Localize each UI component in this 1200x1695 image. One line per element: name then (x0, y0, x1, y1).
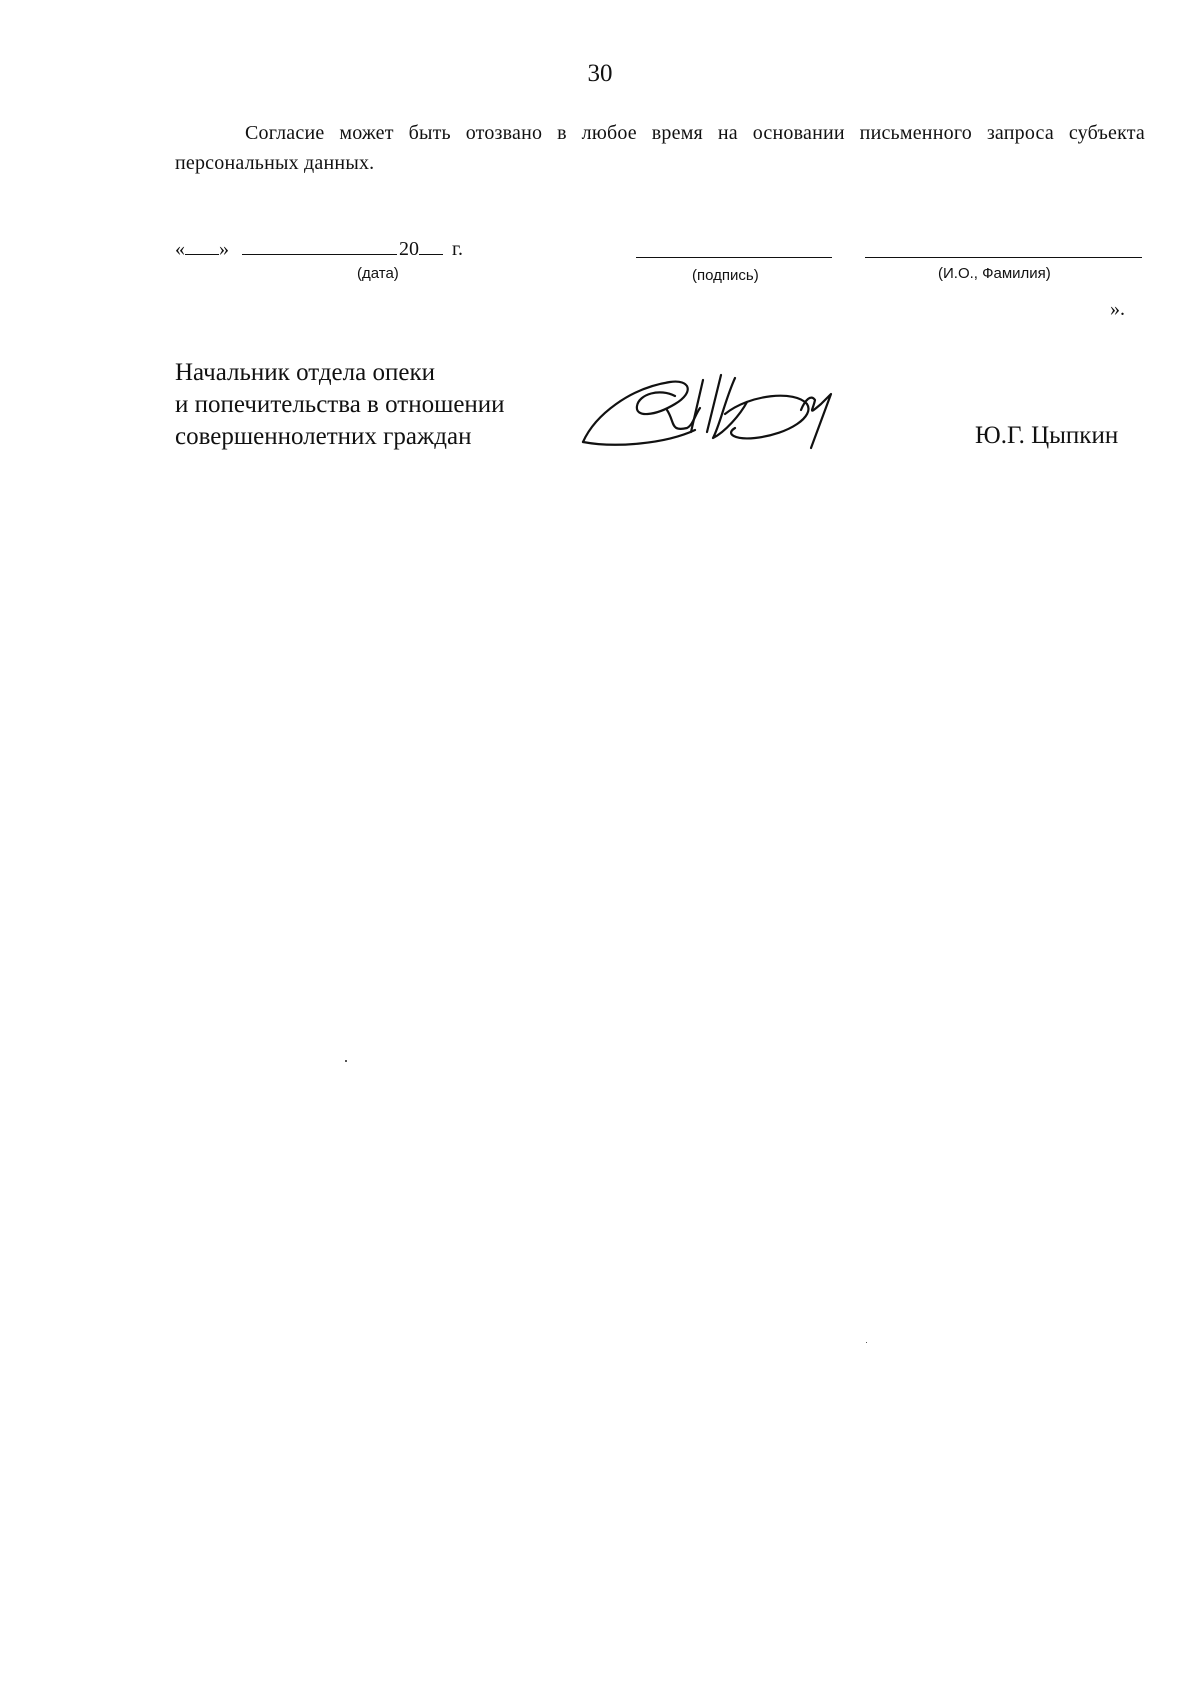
official-title-line-2: и попечительства в отношении (175, 391, 505, 418)
closing-quote: ». (1110, 298, 1125, 320)
date-caption: (дата) (357, 265, 399, 282)
official-name: Ю.Г. Цыпкин (975, 422, 1119, 449)
year-suffix: г. (452, 238, 463, 260)
official-title-line-3: совершеннолетних граждан (175, 423, 472, 450)
year-prefix: 20 (399, 238, 419, 260)
year-blank (419, 236, 443, 255)
official-title-line-1: Начальник отдела опеки (175, 359, 435, 386)
signature-caption: (подпись) (692, 267, 759, 284)
name-blank-line (865, 257, 1142, 258)
month-blank (242, 236, 397, 255)
handwritten-signature (575, 370, 855, 455)
page-number: 30 (587, 60, 613, 87)
consent-paragraph: Согласие может быть отозвано в любое время на основании письменного запроса субъекта персональных данных. (175, 122, 1145, 174)
name-caption: (И.О., Фамилия) (938, 265, 1051, 282)
date-line (175, 236, 463, 261)
official-title (175, 357, 505, 453)
scan-speck (345, 1060, 347, 1062)
date-close-quote: » (219, 238, 229, 260)
signature-blank-line (636, 257, 832, 258)
date-open-quote: « (175, 238, 185, 260)
day-blank (185, 236, 219, 255)
scan-speck (866, 1342, 867, 1343)
